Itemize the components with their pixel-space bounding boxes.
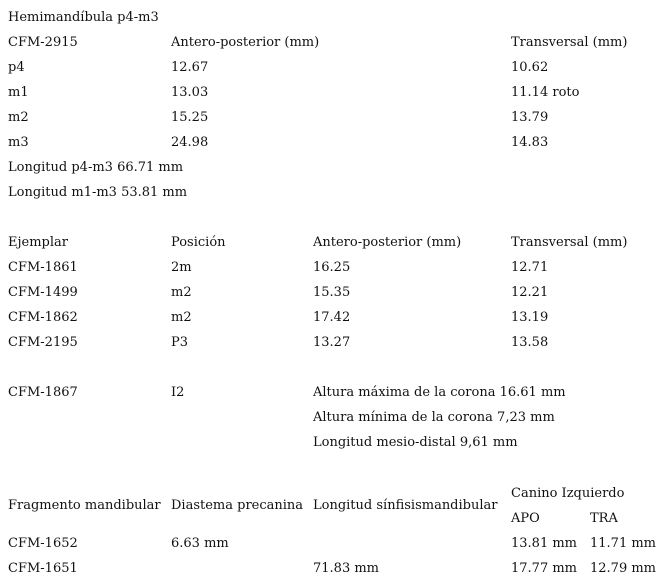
table-cell: 13.79: [511, 110, 549, 125]
table-cell: 15.25: [171, 110, 209, 125]
header-cell: Posición: [171, 235, 226, 250]
table-cell: m2: [171, 310, 192, 325]
header-cell: CFM-2915: [8, 35, 78, 50]
table-cell: 11.71 mm: [590, 536, 657, 551]
table-cell: p4: [8, 60, 25, 75]
table-cell: 12.21: [511, 285, 549, 300]
table-cell: m1: [8, 85, 29, 100]
table-cell: 10.62: [511, 60, 549, 75]
table-cell: 11.14 roto: [511, 85, 580, 100]
section1-title: Hemimandíbula p4-m3: [8, 10, 159, 25]
table-cell: CFM-1651: [8, 561, 78, 576]
specimen-position: I2: [171, 385, 185, 400]
table-cell: 12.71: [511, 260, 549, 275]
table-cell: 17.42: [313, 310, 351, 325]
table-cell: 13.19: [511, 310, 549, 325]
table-cell: 12.67: [171, 60, 209, 75]
header-cell: Canino Izquierdo: [511, 486, 625, 501]
header-cell: Transversal (mm): [511, 35, 628, 50]
header-cell: Longitud sínfisismandibular: [313, 498, 498, 513]
table-cell: 14.83: [511, 135, 549, 150]
header-cell: Fragmento mandibular: [8, 498, 161, 513]
table-cell: 24.98: [171, 135, 209, 150]
table-cell: CFM-1861: [8, 260, 78, 275]
measurement-text: Altura máxima de la corona 16.61 mm: [313, 385, 566, 400]
table-cell: CFM-1499: [8, 285, 78, 300]
header-cell: Antero-posterior (mm): [313, 235, 462, 250]
measurement-text: Longitud mesio-distal 9,61 mm: [313, 435, 518, 450]
table-cell: m2: [8, 110, 29, 125]
table-cell: CFM-1862: [8, 310, 78, 325]
table-cell: CFM-2195: [8, 335, 78, 350]
table-cell: CFM-1652: [8, 536, 78, 551]
measurement-text: Altura mínima de la corona 7,23 mm: [313, 410, 555, 425]
table-cell: 15.35: [313, 285, 351, 300]
note-text: Longitud p4-m3 66.71 mm: [8, 160, 184, 175]
table-cell: 12.79 mm: [590, 561, 657, 576]
header-cell: Antero-posterior (mm): [171, 35, 320, 50]
table-cell: P3: [171, 335, 189, 350]
table-cell: 17.77 mm: [511, 561, 578, 576]
table-cell: 13.81 mm: [511, 536, 578, 551]
note-text: Longitud m1-m3 53.81 mm: [8, 185, 188, 200]
table-cell: 2m: [171, 260, 192, 275]
table-cell: m3: [8, 135, 29, 150]
subheader-cell: TRA: [590, 511, 618, 526]
subheader-cell: APO: [511, 511, 540, 526]
specimen-id: CFM-1867: [8, 385, 78, 400]
table-cell: 16.25: [313, 260, 351, 275]
table-cell: m2: [171, 285, 192, 300]
table-cell: 13.58: [511, 335, 549, 350]
header-cell: Ejemplar: [8, 235, 68, 250]
table-cell: 6.63 mm: [171, 536, 229, 551]
table-cell: 13.27: [313, 335, 351, 350]
header-cell: Diastema precanina: [171, 498, 304, 513]
table-cell: 71.83 mm: [313, 561, 380, 576]
table-cell: 13.03: [171, 85, 209, 100]
header-cell: Transversal (mm): [511, 235, 628, 250]
